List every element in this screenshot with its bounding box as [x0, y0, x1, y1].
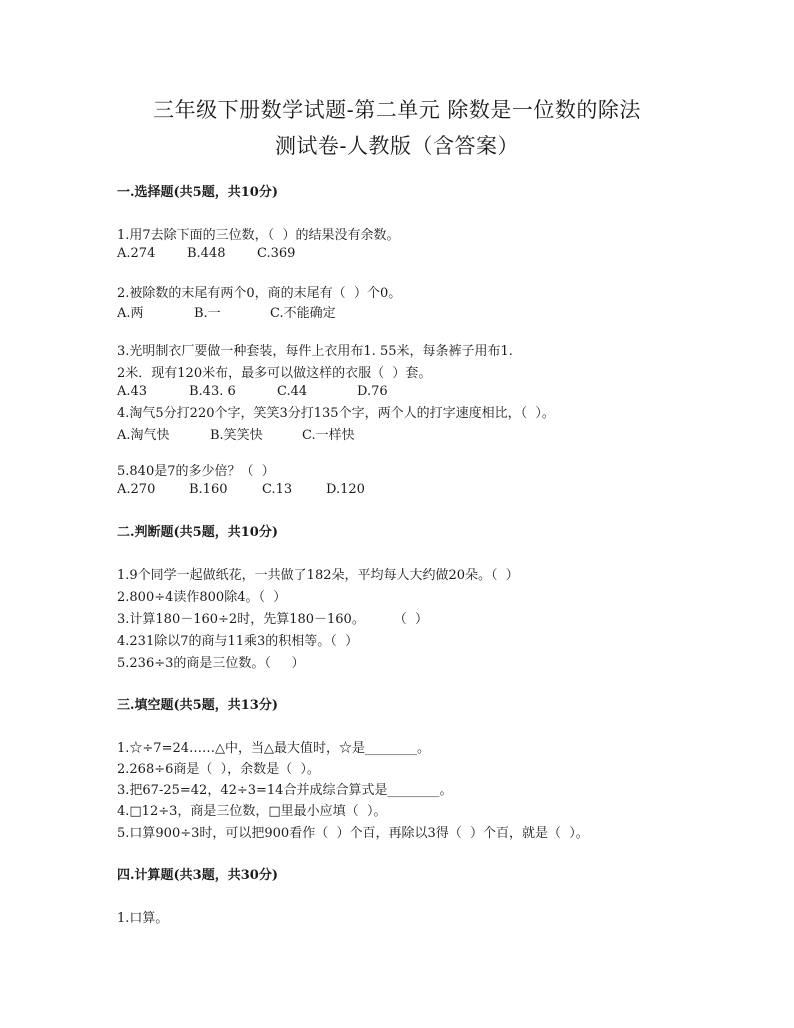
option-a: A.43 [117, 384, 148, 399]
question-3-3: 3.把67-25=42，42÷3=14合并成综合算式是________。 [117, 783, 453, 798]
question-2-5: 5.236÷3的商是三位数。（ ） [117, 656, 305, 671]
option-a: A.两 [117, 306, 144, 321]
section-2-heading: 二.判断题(共5题，共10分) [117, 525, 278, 540]
option-c: C.一样快 [302, 428, 355, 443]
option-c: C.13 [262, 482, 293, 497]
question-1-3-line-2: 2米．现有120米布，最多可以做这样的衣服（ ）套。 [117, 366, 432, 381]
question-2-3: 3.计算180－160÷2时，先算180－160。 （ ） [117, 612, 429, 627]
question-1-5-options [117, 482, 365, 497]
option-b: B.448 [187, 246, 226, 261]
exam-title-line-1: 三年级下册数学试题-第二单元 除数是一位数的除法 [153, 98, 641, 122]
question-3-4: 4.□12÷3，商是三位数，□里最小应填（ ）。 [117, 804, 387, 819]
question-1-3-options [117, 384, 388, 399]
option-c: C.不能确定 [270, 306, 336, 321]
question-3-5: 5.口算900÷3时，可以把900看作（ ）个百，再除以3得（ ）个百，就是（ ）。 [117, 826, 589, 841]
option-c: C.44 [277, 384, 308, 399]
option-c: C.369 [257, 246, 296, 261]
question-1-4-options [117, 424, 355, 443]
section-3-heading: 三.填空题(共5题，共13分) [117, 698, 278, 713]
question-3-2: 2.268÷6商是（ ），余数是（ ）。 [117, 762, 320, 777]
option-b: B.43. 6 [189, 384, 236, 399]
question-1-5: 5.840是7的多少倍？（ ） [117, 464, 275, 479]
exam-title-line-2: 测试卷-人教版（含答案） [274, 134, 520, 158]
question-1-1: 1.用7去除下面的三位数，（ ）的结果没有余数。 [117, 228, 400, 243]
section-1-heading: 一.选择题(共5题，共10分) [117, 185, 278, 200]
option-a: A.淘气快 [117, 428, 170, 443]
option-b: B.笑笑快 [210, 428, 263, 443]
option-a: A.270 [117, 482, 156, 497]
question-2-1: 1.9个同学一起做纸花，一共做了182朵，平均每人大约做20朵。（ ） [117, 568, 519, 583]
question-1-2: 2.被除数的末尾有两个0，商的末尾有（ ）个0。 [117, 286, 402, 301]
question-1-4: 4.淘气5分打220个字，笑笑3分打135个字，两个人的打字速度相比，（ ）。 [117, 406, 555, 421]
option-d: D.76 [357, 384, 388, 399]
option-b: B.160 [189, 482, 228, 497]
question-2-2: 2.800÷4读作800除4。（ ） [117, 590, 287, 605]
question-3-1: 1.☆÷7=24……△中，当△最大值时，☆是________。 [117, 741, 430, 756]
question-2-4: 4.231除以7的商与11乘3的积相等。（ ） [117, 634, 359, 649]
question-1-3-line-1: 3.光明制衣厂要做一种套装，每件上衣用布1. 55米，每条裤子用布1. [117, 344, 513, 359]
question-4-1: 1.口算。 [117, 911, 169, 926]
option-b: B.一 [194, 306, 221, 321]
option-a: A.274 [117, 246, 156, 261]
question-1-1-options [117, 246, 295, 261]
option-d: D.120 [326, 482, 365, 497]
section-4-heading: 四.计算题(共3题，共30分) [117, 868, 278, 883]
question-1-2-options [117, 302, 336, 321]
